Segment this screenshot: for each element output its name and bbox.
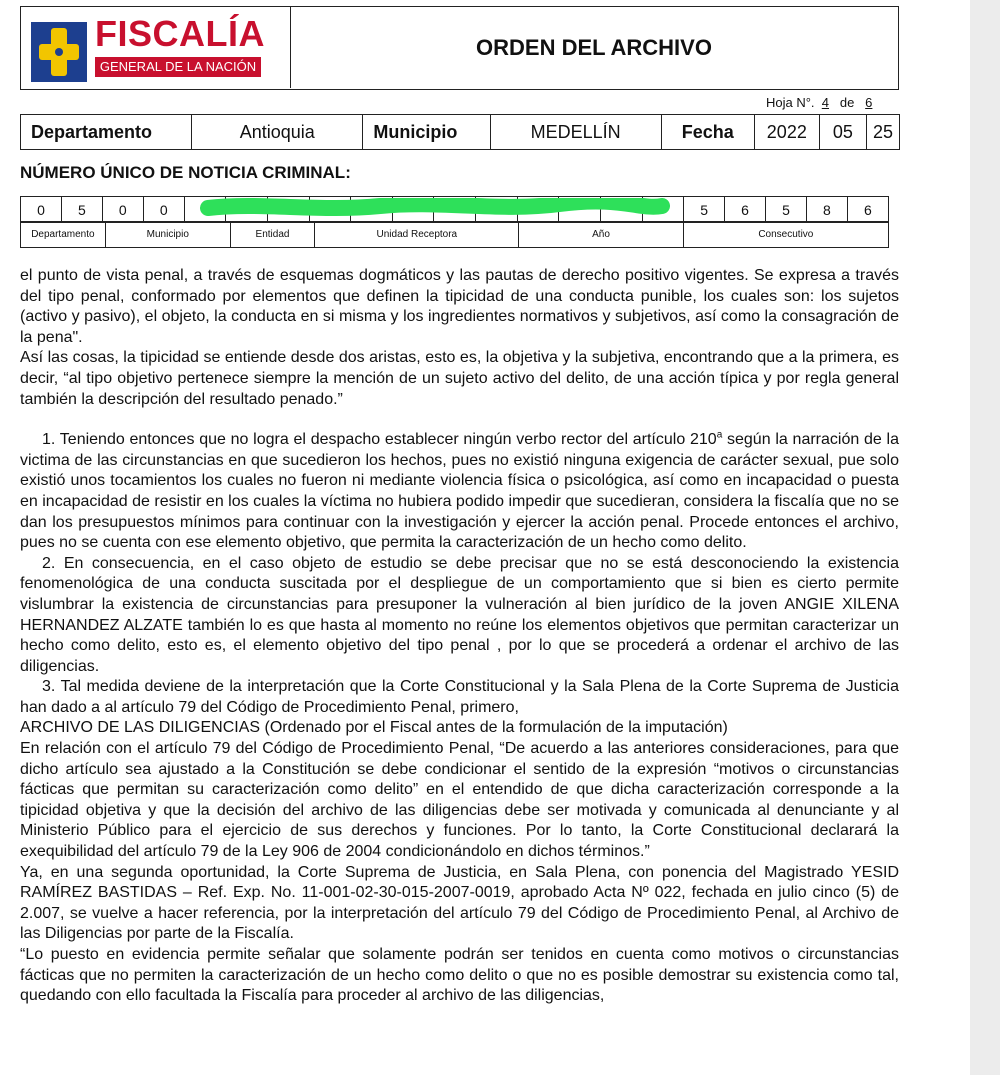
nunc-category: Municipio bbox=[105, 222, 230, 248]
nunc-digit: 5 bbox=[766, 197, 807, 223]
nunc-digit: 0 bbox=[102, 197, 143, 223]
hoja-total: 6 bbox=[865, 95, 873, 110]
nunc-category: Departamento bbox=[21, 222, 106, 248]
nunc-digit: 0 bbox=[21, 197, 62, 223]
nunc-digit: 5 bbox=[61, 197, 102, 223]
nunc-digit: 5 bbox=[684, 197, 725, 223]
document-title: ORDEN DEL ARCHIVO bbox=[476, 35, 712, 60]
paragraph: Ya, en una segunda oportunidad, la Corte Suprema de Justicia, en Sala Plena, con ponencia del Magistrado YESID RAMÍREZ BASTIDAS – Ref. Exp. No. 11-001-02-30-015-2007-0019, aprobado Acta Nº 022, fechada en julio cinco (5) de 2.007, se vuelve a hacer referencia, por la interpretación del artículo 79 del Código de Procedimiento Penal, al Archivo de las Diligencias por parte de la Fiscalía. bbox=[20, 863, 899, 943]
mun-label: Municipio bbox=[363, 115, 490, 150]
hoja-label: Hoja N°. bbox=[766, 95, 815, 110]
dep-label: Departamento bbox=[21, 115, 192, 150]
paragraph: Así las cosas, la tipicidad se entiende desde dos aristas, esto es, la objetiva y la subjetiva, encontrando que a la primera, es decir, “al tipo objetivo pertenece siempre la mención de un sujeto activo del delito, de una acción típica y por regla general también la descripción del resultado penado.” bbox=[20, 349, 899, 408]
redaction-mark bbox=[200, 198, 670, 218]
paragraph: ARCHIVO DE LAS DILIGENCIAS (Ordenado por el Fiscal antes de la formulación de la imputación) bbox=[20, 719, 728, 737]
mun-value: MEDELLÍN bbox=[490, 115, 661, 150]
paragraph: “Lo puesto en evidencia permite señalar que solamente podrán ser tenidos en cuenta como motivos o circunstancias fácticas que no permiten la caracterización de un hecho como delito o que no es posible demostrar su existencia como tal, quedando con ello facultada la Fiscalía para proceder al archivo de las diligencias, bbox=[20, 946, 899, 1005]
list-item: 2. En consecuencia, en el caso objeto de estudio se debe precisar que no se está desconociendo la existencia fenomenológica de una conducta suscitada por el despliegue de un comportamiento que si bien es cierto permite vislumbrar la existencia de circunstancias para presuponer la vulneración al bien jurídico de la joven ANGIE XILENA HERNANDEZ ALZATE también lo es que hasta al momento no reúne los elementos objetivos que permitan caracterizar un hecho como delito, esto es, el elemento objetivo del tipo penal , por lo que se procederá a ordenar el archivo de las diligencias. bbox=[20, 554, 899, 675]
nunc-digit: 0 bbox=[143, 197, 184, 223]
fecha-label: Fecha bbox=[661, 115, 754, 150]
page-number bbox=[766, 95, 872, 110]
logo-subtitle: GENERAL DE LA NACIÓN bbox=[95, 57, 261, 77]
dep-value: Antioquia bbox=[192, 115, 363, 150]
logo-title: FISCALÍA bbox=[95, 13, 265, 54]
nunc-categories bbox=[20, 221, 889, 248]
nunc-label: NÚMERO ÚNICO DE NOTICIA CRIMINAL: bbox=[20, 163, 351, 182]
paragraph: En relación con el artículo 79 del Código de Procedimiento Penal, “De acuerdo a las anteriores consideraciones, para que dicho artículo sea ajustado a la Constitución se debe condicionar el sentido de la expresión “motivos o circunstancias fácticas que permitan su caracterización como delito” en el entendido de que dicha caracterización corresponde a la tipicidad objetiva y que la decisión del archivo de las diligencias debe ser motivada y comunicada al denunciante y al Ministerio Público para el ejercicio de sus derechos y funciones. Por lo tanto, la Corte Constitucional declarará la exequibilidad del artículo 79 de la Ley 906 de 2004 condicionándolo en dichos términos.” bbox=[20, 740, 899, 861]
list-item: 1. Teniendo entonces que no logra el despacho establecer ningún verbo rector del artículo 210$^a$ según la narración de la victima de las circunstancias en que sucedieron los hechos, pues no existió ninguna exigencia de carácter sexual, pue solo existió unos tocamientos los cuales no fueron ni mediante violencia física o psicológica, así como en incapacidad o puesta en incapacidad de resistir en los cuales la víctima no hubiera podido impedir que sucedieran, considera la fiscalía que no se dan los presupuestos mínimos para continuar con la investigación y ejercer la acción penal. Procede entonces el archivo, pues no se cuenta con ese elemento objetivo, que permita la caracterización de un hecho como delito. bbox=[20, 429, 900, 552]
fecha-day: 25 bbox=[866, 115, 899, 150]
nunc-digit: 8 bbox=[806, 197, 847, 223]
fecha-month: 05 bbox=[819, 115, 866, 150]
list-item: 3. Tal medida deviene de la interpretación que la Corte Constitucional y la Sala Plena de la Corte Suprema de Justicia han dado a al artículo 79 del Código de Procedimiento Penal, primero, bbox=[20, 678, 899, 716]
logo bbox=[21, 7, 291, 88]
nunc-category: Unidad Receptora bbox=[315, 222, 519, 248]
nunc-category: Consecutivo bbox=[683, 222, 888, 248]
meta-table bbox=[20, 114, 900, 150]
header-box bbox=[20, 6, 899, 90]
hoja-num: 4 bbox=[821, 95, 830, 110]
background-strip bbox=[970, 0, 1000, 1075]
nunc-digit: 6 bbox=[847, 197, 888, 223]
document-body bbox=[20, 266, 899, 1007]
fecha-year: 2022 bbox=[754, 115, 819, 150]
paragraph: el punto de vista penal, a través de esquemas dogmáticos y las pautas de derecho positivo vigentes. Se expresa a través del tipo penal, conformado por elementos que definen la tipicidad de una conducta punible, los cuales son: los sujetos (activo y pasivo), el objeto, la conducta en si misma y los ingredientes normativos y subjetivos, así como la consagración de la pena". bbox=[20, 267, 899, 346]
nunc-category: Año bbox=[519, 222, 683, 248]
hoja-de: de bbox=[839, 95, 855, 110]
nunc-digit: 6 bbox=[725, 197, 766, 223]
fiscalia-emblem-icon bbox=[31, 22, 87, 82]
nunc-category: Entidad bbox=[230, 222, 314, 248]
